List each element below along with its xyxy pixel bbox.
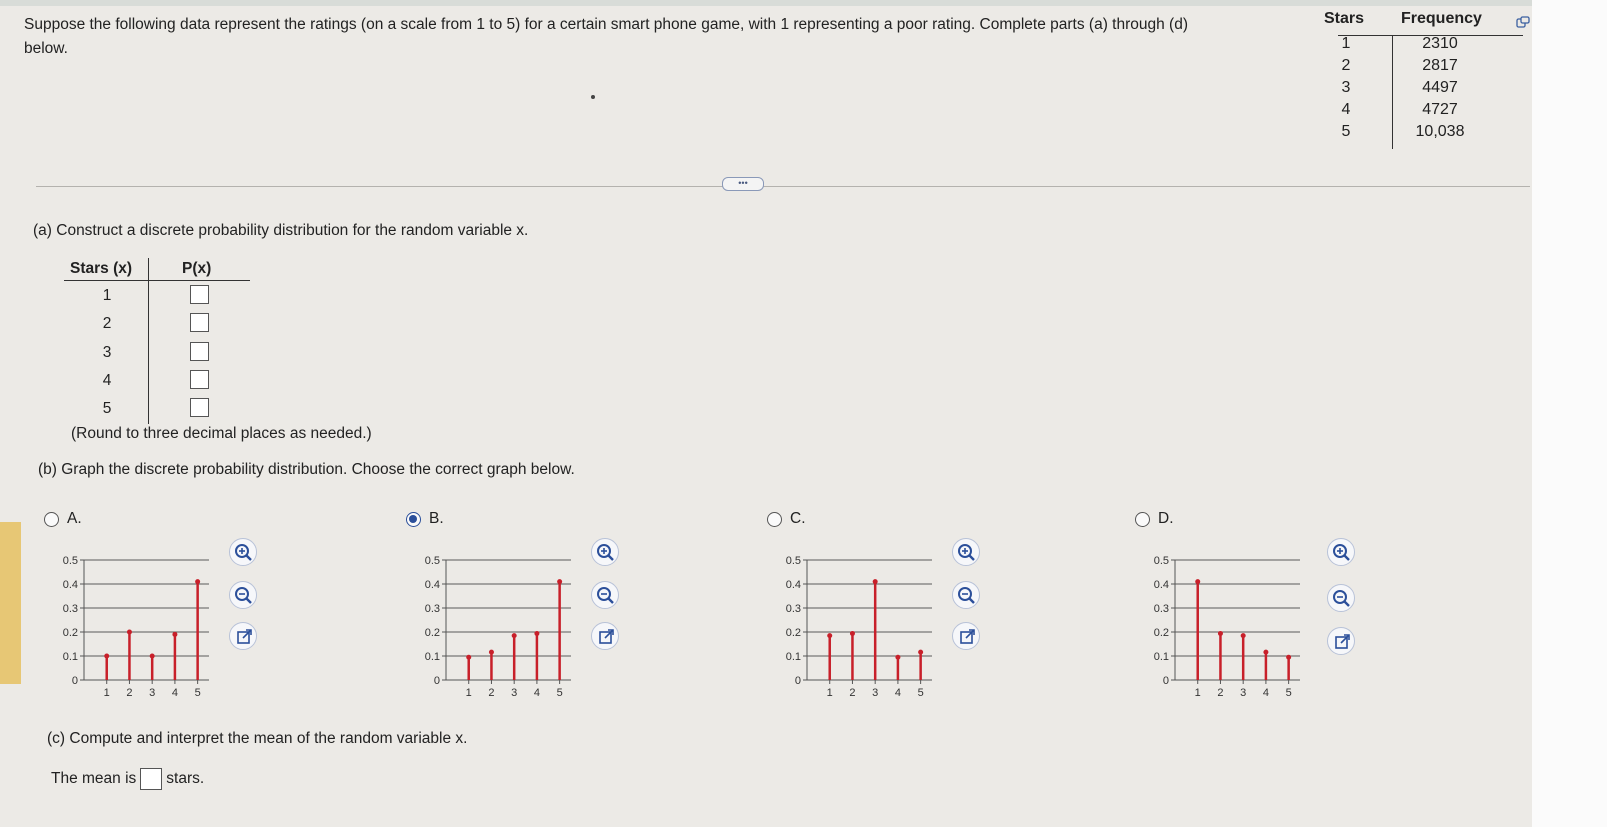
y-tick-label: 0.2 bbox=[62, 627, 78, 639]
probability-point bbox=[466, 655, 471, 660]
zoom-in-button[interactable] bbox=[1327, 538, 1355, 566]
frequency-cell: 4497 bbox=[1422, 79, 1458, 96]
table-divider bbox=[148, 258, 149, 424]
x-tick-label: 3 bbox=[511, 687, 518, 699]
x-tick-label: 2 bbox=[488, 687, 495, 699]
option-c-label: C. bbox=[790, 510, 806, 527]
open-new-window-button[interactable] bbox=[1327, 627, 1355, 655]
x-tick-label: 1 bbox=[103, 687, 110, 699]
probability-point bbox=[534, 631, 539, 636]
zoom-in-button[interactable] bbox=[229, 538, 257, 566]
y-tick-label: 0.5 bbox=[424, 555, 440, 567]
table-divider bbox=[1392, 35, 1393, 149]
zoom-out-button[interactable] bbox=[1327, 584, 1355, 612]
option-a[interactable] bbox=[44, 512, 304, 712]
y-tick-label: 0.3 bbox=[62, 603, 78, 615]
open-new-window-button[interactable] bbox=[229, 622, 257, 650]
graph-option-c bbox=[767, 550, 952, 700]
mean-answer-line bbox=[51, 768, 204, 790]
x-tick-label: 4 bbox=[533, 687, 540, 699]
frequency-cell: 4727 bbox=[1422, 101, 1458, 118]
y-tick-label: 0 bbox=[71, 675, 78, 687]
mean-input[interactable] bbox=[140, 768, 162, 790]
zoom-in-icon bbox=[230, 539, 258, 567]
x-tick-label: 2 bbox=[1217, 687, 1224, 699]
option-c[interactable] bbox=[767, 512, 1027, 712]
y-tick-label: 0 bbox=[433, 675, 440, 687]
external-link-icon bbox=[1328, 628, 1356, 656]
zoom-in-button[interactable] bbox=[952, 538, 980, 566]
y-tick-label: 0.1 bbox=[424, 651, 440, 663]
zoom-out-icon bbox=[953, 582, 981, 610]
y-tick-label: 0.2 bbox=[1153, 627, 1169, 639]
stars-cell: 4 bbox=[1341, 101, 1351, 118]
px-input-5[interactable] bbox=[190, 398, 209, 417]
x-tick-label: 4 bbox=[1262, 687, 1269, 699]
graph-option-d bbox=[1135, 550, 1320, 700]
top-bar bbox=[0, 0, 1607, 6]
zoom-out-button[interactable] bbox=[591, 581, 619, 609]
probability-table bbox=[64, 258, 254, 428]
expand-button[interactable]: ••• bbox=[722, 177, 764, 191]
side-tab[interactable] bbox=[0, 522, 21, 684]
stars-cell: 3 bbox=[1341, 79, 1351, 96]
probability-point bbox=[150, 654, 155, 659]
y-tick-label: 0 bbox=[1162, 675, 1169, 687]
x-tick-label: 5 bbox=[556, 687, 563, 699]
radio-option-d[interactable] bbox=[1135, 512, 1150, 527]
zoom-out-icon bbox=[1328, 585, 1356, 613]
x-tick-label: 4 bbox=[894, 687, 901, 699]
zoom-in-icon bbox=[592, 539, 620, 567]
radio-option-b[interactable] bbox=[406, 512, 421, 527]
stars-cell: 5 bbox=[1341, 123, 1351, 140]
x-value: 5 bbox=[102, 400, 112, 417]
y-tick-label: 0.3 bbox=[424, 603, 440, 615]
probability-point bbox=[489, 650, 494, 655]
y-tick-label: 0 bbox=[794, 675, 801, 687]
px-input-2[interactable] bbox=[190, 313, 209, 332]
px-input-1[interactable] bbox=[190, 285, 209, 304]
y-tick-label: 0.1 bbox=[1153, 651, 1169, 663]
zoom-out-icon bbox=[592, 582, 620, 610]
zoom-in-button[interactable] bbox=[591, 538, 619, 566]
x-value: 4 bbox=[102, 372, 112, 389]
x-value: 3 bbox=[102, 344, 112, 361]
option-d[interactable] bbox=[1135, 512, 1395, 712]
stars-header: Stars bbox=[1324, 10, 1365, 27]
zoom-in-icon bbox=[1328, 539, 1356, 567]
y-tick-label: 0.3 bbox=[785, 603, 801, 615]
y-tick-label: 0.1 bbox=[62, 651, 78, 663]
stars-cell: 2 bbox=[1341, 57, 1351, 74]
y-tick-label: 0.5 bbox=[62, 555, 78, 567]
option-b[interactable] bbox=[406, 512, 666, 712]
probability-point bbox=[1218, 631, 1223, 636]
x-tick-label: 1 bbox=[826, 687, 833, 699]
probability-point bbox=[1263, 650, 1268, 655]
x-tick-label: 2 bbox=[849, 687, 856, 699]
x-tick-label: 4 bbox=[171, 687, 178, 699]
x-tick-label: 5 bbox=[194, 687, 201, 699]
y-tick-label: 0.4 bbox=[1153, 579, 1169, 591]
section-divider bbox=[36, 186, 1530, 187]
part-b-prompt: (b) Graph the discrete probability distribution. Choose the correct graph below. bbox=[38, 461, 575, 478]
frequency-cell: 10,038 bbox=[1415, 123, 1465, 140]
px-input-3[interactable] bbox=[190, 342, 209, 361]
probability-point bbox=[918, 650, 923, 655]
problem-statement: Suppose the following data represent the ratings (on a scale from 1 to 5) for a certain smart phone game, with 1 representing a poor rating. Complete parts (a) through (d) below. bbox=[24, 16, 1188, 57]
probability-point bbox=[127, 630, 132, 635]
graph-option-a bbox=[44, 550, 229, 700]
x-tick-label: 2 bbox=[126, 687, 133, 699]
mean-suffix: stars. bbox=[166, 770, 205, 787]
option-d-label: D. bbox=[1158, 510, 1174, 527]
x-value: 1 bbox=[102, 287, 112, 304]
zoom-out-icon bbox=[230, 582, 258, 610]
y-tick-label: 0.5 bbox=[785, 555, 801, 567]
copy-data-icon[interactable] bbox=[1516, 16, 1530, 28]
zoom-out-button[interactable] bbox=[952, 581, 980, 609]
table-rule bbox=[64, 280, 250, 281]
x-tick-label: 3 bbox=[1240, 687, 1247, 699]
y-tick-label: 0.1 bbox=[785, 651, 801, 663]
frequency-cell: 2817 bbox=[1422, 57, 1458, 74]
y-tick-label: 0.4 bbox=[62, 579, 78, 591]
y-tick-label: 0.3 bbox=[1153, 603, 1169, 615]
option-b-label: B. bbox=[429, 510, 444, 527]
stray-dot bbox=[591, 95, 595, 99]
part-c-prompt: (c) Compute and interpret the mean of the random variable x. bbox=[47, 730, 468, 747]
stars-cell: 1 bbox=[1341, 35, 1351, 52]
y-tick-label: 0.2 bbox=[424, 627, 440, 639]
zoom-in-icon bbox=[953, 539, 981, 567]
external-link-icon bbox=[953, 623, 981, 651]
probability-point bbox=[850, 631, 855, 636]
probability-point bbox=[1286, 655, 1291, 660]
probability-point bbox=[512, 633, 517, 638]
x-tick-label: 5 bbox=[917, 687, 924, 699]
x-value: 2 bbox=[102, 315, 112, 332]
x-tick-label: 3 bbox=[872, 687, 879, 699]
y-tick-label: 0.4 bbox=[424, 579, 440, 591]
y-tick-label: 0.5 bbox=[1153, 555, 1169, 567]
graph-option-b bbox=[406, 550, 591, 700]
y-tick-label: 0.2 bbox=[785, 627, 801, 639]
mean-prefix: The mean is bbox=[51, 770, 137, 787]
probability-point bbox=[1241, 633, 1246, 638]
probability-point bbox=[873, 579, 878, 584]
px-header: P(x) bbox=[182, 260, 212, 277]
open-new-window-button[interactable] bbox=[952, 622, 980, 650]
probability-point bbox=[104, 654, 109, 659]
part-a-prompt: (a) Construct a discrete probability distribution for the random variable x. bbox=[33, 222, 529, 239]
frequency-cell: 2310 bbox=[1422, 35, 1458, 52]
probability-point bbox=[195, 579, 200, 584]
radio-option-a[interactable] bbox=[44, 512, 59, 527]
x-tick-label: 3 bbox=[149, 687, 156, 699]
probability-point bbox=[172, 632, 177, 637]
stars-x-header: Stars (x) bbox=[70, 260, 133, 277]
x-tick-label: 1 bbox=[1194, 687, 1201, 699]
probability-point bbox=[895, 655, 900, 660]
x-tick-label: 1 bbox=[465, 687, 472, 699]
zoom-out-button[interactable] bbox=[229, 581, 257, 609]
x-tick-label: 5 bbox=[1285, 687, 1292, 699]
probability-point bbox=[1195, 579, 1200, 584]
right-margin bbox=[1532, 0, 1607, 827]
rounding-note: (Round to three decimal places as needed.) bbox=[71, 425, 372, 442]
px-input-4[interactable] bbox=[190, 370, 209, 389]
option-a-label: A. bbox=[67, 510, 82, 527]
open-new-window-button[interactable] bbox=[591, 622, 619, 650]
probability-point bbox=[557, 579, 562, 584]
probability-point bbox=[827, 633, 832, 638]
external-link-icon bbox=[592, 623, 620, 651]
y-tick-label: 0.4 bbox=[785, 579, 801, 591]
radio-option-c[interactable] bbox=[767, 512, 782, 527]
external-link-icon bbox=[230, 623, 258, 651]
frequency-header: Frequency bbox=[1401, 10, 1482, 27]
